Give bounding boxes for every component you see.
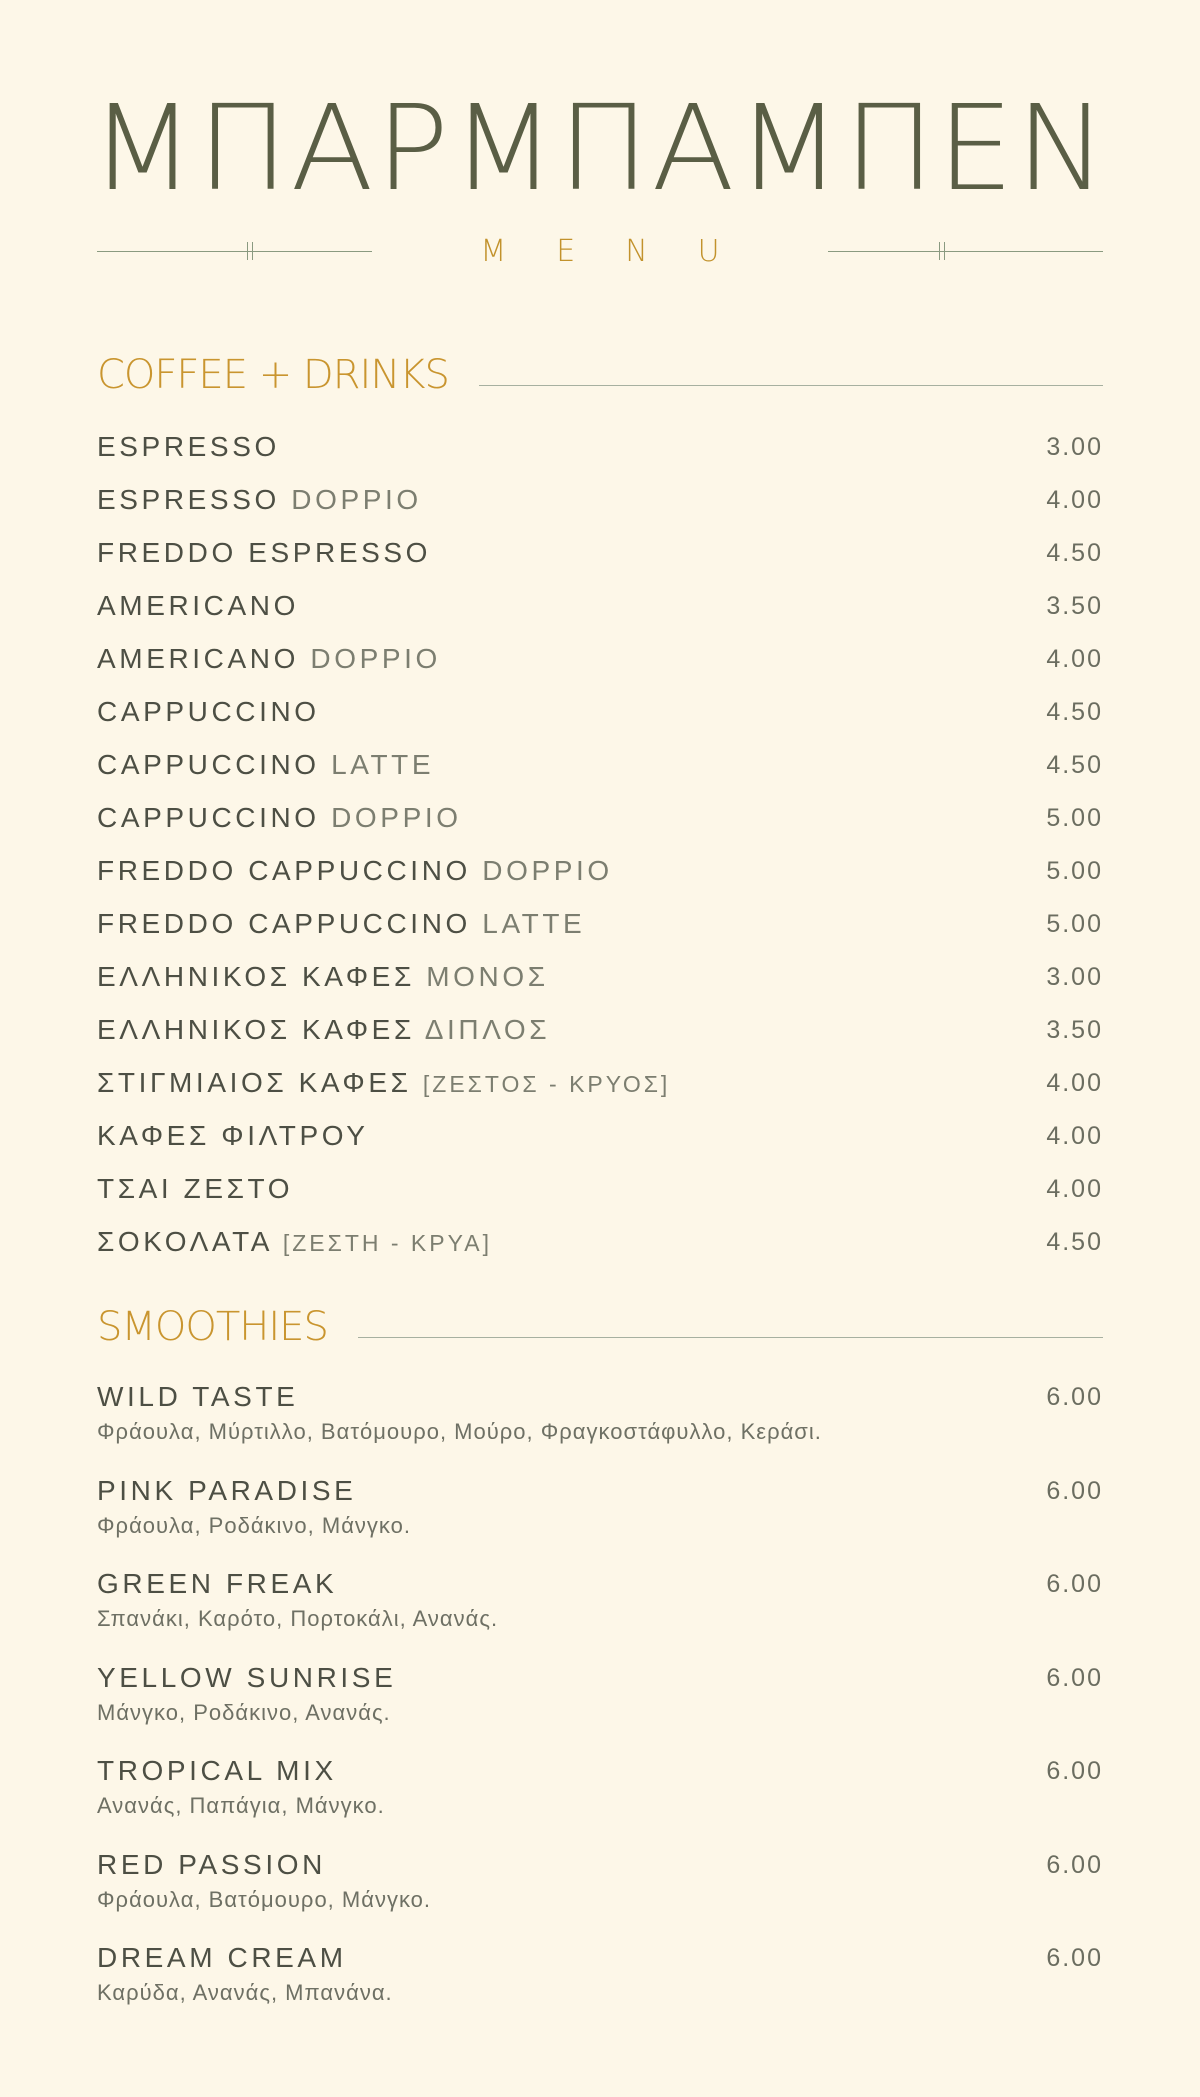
item-price: 4.00 — [1046, 645, 1103, 673]
item-price: 4.00 — [1046, 1122, 1103, 1150]
item-price: 6.00 — [1046, 1757, 1103, 1785]
item-ingredients: Μάνγκο, Ροδάκινο, Ανανάς. — [97, 1700, 391, 1725]
item-name: YELLOW SUNRISE — [97, 1662, 397, 1693]
item-price: 5.00 — [1046, 910, 1103, 938]
menu-item — [97, 904, 1103, 944]
menu-item — [97, 745, 1103, 785]
item-name: FREDDO ESPRESSO — [97, 537, 432, 568]
smoothie-item — [97, 1471, 1103, 1561]
item-name: FREDDO CAPPUCCINO — [97, 908, 471, 939]
item-ingredients: Καρύδα, Ανανάς, Μπανάνα. — [97, 1980, 393, 2005]
smoothie-item — [97, 1564, 1103, 1654]
menu-item — [97, 1010, 1103, 1050]
item-variant: ΔΙΠΛΟΣ — [424, 1014, 551, 1045]
coffee-section-heading — [97, 350, 1103, 400]
item-name: FREDDO CAPPUCCINO — [97, 855, 471, 886]
menu-divider — [97, 232, 1103, 272]
item-variant: LATTE — [331, 749, 435, 780]
item-name: ESPRESSO — [97, 484, 280, 515]
menu-item — [97, 1169, 1103, 1209]
item-name: TROPICAL MIX — [97, 1755, 337, 1786]
item-name: CAPPUCCINO — [97, 696, 320, 727]
item-price: 4.00 — [1046, 1069, 1103, 1097]
item-price: 3.00 — [1046, 963, 1103, 991]
menu-item — [97, 586, 1103, 626]
menu-item — [97, 533, 1103, 573]
item-price: 3.00 — [1046, 433, 1103, 461]
smoothie-item — [97, 1751, 1103, 1841]
smoothie-item — [97, 1938, 1103, 2028]
item-variant: DOPPIO — [291, 484, 422, 515]
item-ingredients: Φράουλα, Ροδάκινο, Μάνγκο. — [97, 1513, 412, 1538]
item-price: 6.00 — [1046, 1477, 1103, 1505]
item-name: GREEN FREAK — [97, 1568, 338, 1599]
menu-item — [97, 851, 1103, 891]
item-name: DREAM CREAM — [97, 1942, 347, 1973]
item-price: 3.50 — [1046, 1016, 1103, 1044]
item-variant: DOPPIO — [482, 855, 613, 886]
item-name: ESPRESSO — [97, 431, 280, 462]
item-name: ΤΣΑΙ ΖΕΣΤΟ — [97, 1173, 294, 1204]
item-price: 6.00 — [1046, 1570, 1103, 1598]
item-variant: DOPPIO — [331, 802, 462, 833]
item-name: PINK PARADISE — [97, 1475, 357, 1506]
menu-item — [97, 1222, 1103, 1262]
section-title: SMOOTHIES — [97, 1302, 358, 1352]
smoothie-item — [97, 1377, 1103, 1467]
item-note: [ΖΕΣΤΗ - ΚΡΥΑ] — [282, 1230, 492, 1256]
item-name: WILD TASTE — [97, 1381, 299, 1412]
smoothies-section-heading — [97, 1302, 1103, 1352]
item-ingredients: Ανανάς, Παπάγια, Μάνγκο. — [97, 1793, 385, 1818]
item-price: 4.50 — [1046, 539, 1103, 567]
menu-item — [97, 639, 1103, 679]
item-ingredients: Φράουλα, Μύρτιλλο, Βατόμουρο, Μούρο, Φραγκοστάφυλλο, Κεράσι. — [97, 1419, 822, 1444]
item-variant: LATTE — [482, 908, 586, 939]
item-name: ΣΟΚΟΛΑΤΑ — [97, 1226, 272, 1257]
item-name: AMERICANO — [97, 643, 299, 674]
menu-item — [97, 427, 1103, 467]
item-price: 4.00 — [1046, 1175, 1103, 1203]
menu-subtitle: MENU — [480, 234, 770, 269]
item-ingredients: Φράουλα, Βατόμουρο, Μάνγκο. — [97, 1887, 432, 1912]
menu-item — [97, 957, 1103, 997]
item-price: 6.00 — [1046, 1383, 1103, 1411]
item-name: ΣΤΙΓΜΙΑΙΟΣ ΚΑΦΕΣ — [97, 1067, 412, 1098]
menu-item — [97, 480, 1103, 520]
brand-header — [90, 79, 1110, 217]
item-price: 4.50 — [1046, 1228, 1103, 1256]
item-note: [ΖΕΣΤΟΣ - ΚΡΥΟΣ] — [422, 1071, 671, 1097]
item-name: RED PASSION — [97, 1849, 326, 1880]
item-name: ΕΛΛΗΝΙΚΟΣ ΚΑΦΕΣ — [97, 1014, 415, 1045]
item-name: CAPPUCCINO — [97, 802, 320, 833]
item-price: 3.50 — [1046, 592, 1103, 620]
item-price: 5.00 — [1046, 857, 1103, 885]
item-variant: ΜΟΝΟΣ — [426, 961, 549, 992]
smoothie-item — [97, 1658, 1103, 1748]
smoothie-item — [97, 1845, 1103, 1935]
item-name: ΚΑΦΕΣ ΦΙΛΤΡΟΥ — [97, 1120, 369, 1151]
menu-item — [97, 798, 1103, 838]
item-price: 4.50 — [1046, 751, 1103, 779]
item-price: 6.00 — [1046, 1851, 1103, 1879]
menu-item — [97, 1063, 1103, 1103]
menu-item — [97, 1116, 1103, 1156]
section-title: COFFEE + DRINKS — [97, 350, 479, 400]
menu-item — [97, 692, 1103, 732]
item-price: 6.00 — [1046, 1664, 1103, 1692]
item-name: ΕΛΛΗΝΙΚΟΣ ΚΑΦΕΣ — [97, 961, 415, 992]
brand-name: ΜΠΑΡΜΠΑΜΠΕΝ — [90, 79, 1110, 217]
item-price: 4.00 — [1046, 486, 1103, 514]
item-name: AMERICANO — [97, 590, 299, 621]
divider-line-right — [828, 251, 1103, 252]
item-price: 6.00 — [1046, 1944, 1103, 1972]
item-variant: DOPPIO — [310, 643, 441, 674]
item-price: 5.00 — [1046, 804, 1103, 832]
divider-ornament-right — [939, 242, 945, 260]
item-name: CAPPUCCINO — [97, 749, 320, 780]
item-ingredients: Σπανάκι, Καρότο, Πορτοκάλι, Ανανάς. — [97, 1606, 499, 1631]
item-price: 4.50 — [1046, 698, 1103, 726]
